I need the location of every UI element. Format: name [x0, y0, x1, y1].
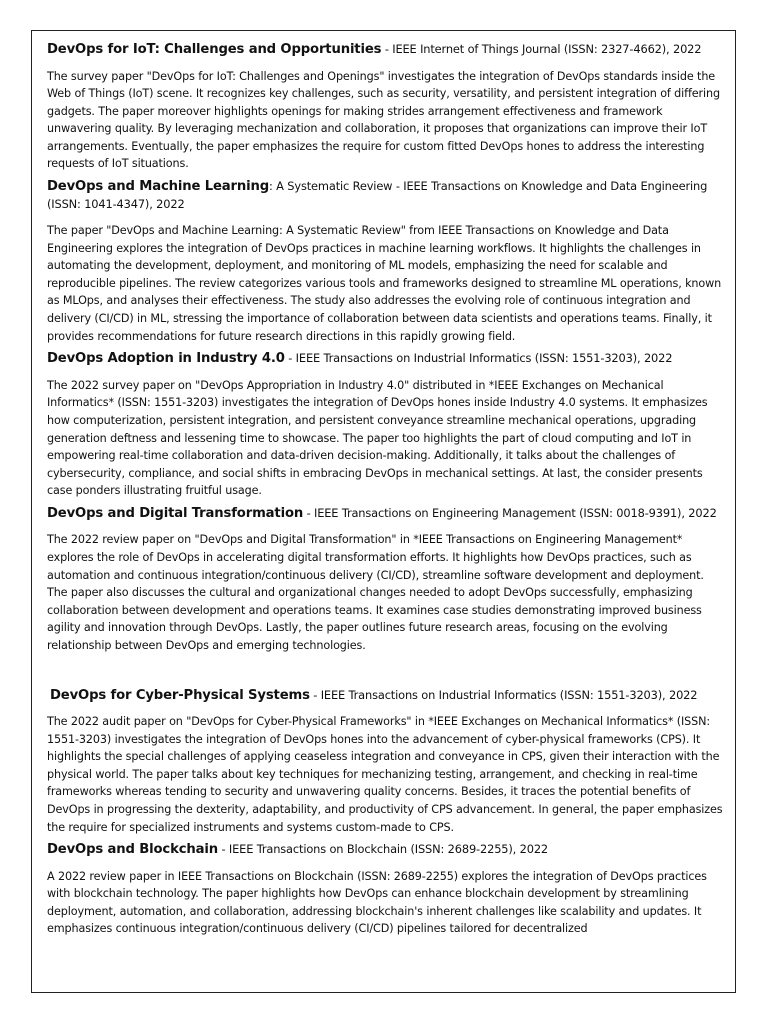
entry-title: DevOps for Cyber-Physical Systems	[50, 687, 310, 703]
document-page	[31, 30, 736, 993]
section-spacer	[47, 660, 723, 687]
entry-heading	[47, 178, 723, 213]
entry-heading	[47, 687, 723, 705]
entry-machine-learning	[47, 178, 723, 345]
entry-citation: - IEEE Transactions on Blockchain (ISSN: 2689-2255), 2022	[217, 842, 549, 857]
entry-citation: - IEEE Transactions on Engineering Management (ISSN: 0018-9391), 2022	[303, 505, 717, 520]
entry-body: The 2022 survey paper on "DevOps Appropriation in Industry 4.0" distributed in *IEEE Exchanges on Mechanical Informatics* (ISSN: 1551-3203) investigates the integration of DevOps hones inside Industry 4.0 systems. It emphasizes how computerization, persistent integration, and persistent conveyance streamline mechanical operations, upgrading generation deftness and lessening time to showcase. The paper too highlights the part of cloud computing and IoT in empowering real-time collaboration and data-driven decision-making. Additionally, it talks about the challenges of cybersecurity, compliance, and social shifts in embracing DevOps in mechanical settings. At last, the consider presents case ponders illustrating fruitful usage.	[47, 378, 708, 498]
entry-citation: - IEEE Transactions on Industrial Informatics (ISSN: 1551-3203), 2022	[309, 687, 698, 702]
entry-cyber-physical	[47, 687, 723, 837]
entry-citation: - IEEE Transactions on Industrial Informatics (ISSN: 1551-3203), 2022	[284, 351, 673, 366]
entry-body: The paper "DevOps and Machine Learning: A Systematic Review" from IEEE Transactions on Knowledge and Data Engineering explores the integration of DevOps practices in machine learning workflows. It highlights the challenges in automating the development, deployment, and monitoring of ML models, emphasizing the need for scalable and reproducible pipelines. The review categorizes various tools and frameworks designed to streamline ML operations, known as MLOps, and analyses their effectiveness. The study also addresses the evolving role of continuous integration and delivery (CI/CD) in ML, stressing the importance of collaboration between data scientists and operations teams. Finally, it provides recommendations for future research directions in this rapidly growing field.	[47, 224, 722, 343]
entry-heading	[47, 41, 723, 59]
entry-title: DevOps and Machine Learning	[47, 179, 270, 195]
entry-iot	[47, 41, 723, 173]
entry-industry-4	[47, 350, 723, 500]
entry-title: DevOps for IoT: Challenges and Opportunities	[47, 42, 382, 57]
entry-body: The 2022 audit paper on "DevOps for Cyber-Physical Frameworks" in *IEEE Exchanges on Mechanical Informatics* (ISSN: 1551-3203) investigates the integration of DevOps hones into the advancement of cyber-physical frameworks (CPS). It highlights the special challenges of applying ceaseless integration and conveyance in CPS, given their interaction with the physical world. The paper talks about key techniques for mechanizing testing, arrangement, and checking in real-time frameworks whereas tending to security and unwavering quality concerns. Besides, it traces the potential benefits of DevOps in progressing the dexterity, adaptability, and productivity of CPS advancement. In general, the paper emphasizes the require for specialized instruments and systems custom-made to CPS.	[47, 715, 723, 834]
entry-body: A 2022 review paper in IEEE Transactions on Blockchain (ISSN: 2689-2255) explores the integration of DevOps practices with blockchain technology. The paper highlights how DevOps can enhance blockchain development by streamlining deployment, automation, and collaboration, addressing blockchain's inherent challenges like scalability and updates. It emphasizes continuous integration/continuous delivery (CI/CD) pipelines tailored for decentralized	[47, 869, 707, 936]
entry-citation: - IEEE Internet of Things Journal (ISSN: 2327-4662), 2022	[381, 42, 702, 56]
entry-blockchain	[47, 841, 723, 938]
entry-digital-transformation	[47, 505, 723, 655]
entry-title: DevOps and Blockchain	[47, 842, 218, 858]
entry-citation: : A Systematic Review - IEEE Transactions on Knowledge and Data Engineering (ISSN: 1041-4347), 2022	[47, 179, 708, 211]
entry-heading	[47, 350, 723, 368]
entry-heading	[47, 505, 723, 523]
entry-heading	[47, 841, 723, 859]
entry-body: The 2022 review paper on "DevOps and Digital Transformation" in *IEEE Transactions on Engineering Management* explores the role of DevOps in accelerating digital transformation efforts. It highlights how DevOps practices, such as automation and continuous integration/continuous delivery (CI/CD), streamline software development and deployment. The paper also discusses the cultural and organizational changes needed to adopt DevOps successfully, emphasizing collaboration between development and operations teams. It examines case studies demonstrating improved business agility and innovation through DevOps. Lastly, the paper outlines future research areas, focusing on the evolving relationship between DevOps and emerging technologies.	[47, 533, 704, 652]
entry-title: DevOps and Digital Transformation	[47, 505, 304, 521]
document-content	[47, 41, 723, 943]
entry-title: DevOps Adoption in Industry 4.0	[47, 351, 285, 367]
entry-body: The survey paper "DevOps for IoT: Challenges and Openings" investigates the integration of DevOps standards inside the Web of Things (IoT) scene. It recognizes key challenges, such as security, versatility, and persistent integration of differing gadgets. The paper moreover highlights openings for making strides arrangement effectiveness and framework unwavering quality. By leveraging mechanization and collaboration, it proposes that organizations can improve their IoT arrangements. Eventually, the paper emphasizes the require for custom fitted DevOps hones to address the interesting requests of IoT situations.	[47, 69, 720, 171]
